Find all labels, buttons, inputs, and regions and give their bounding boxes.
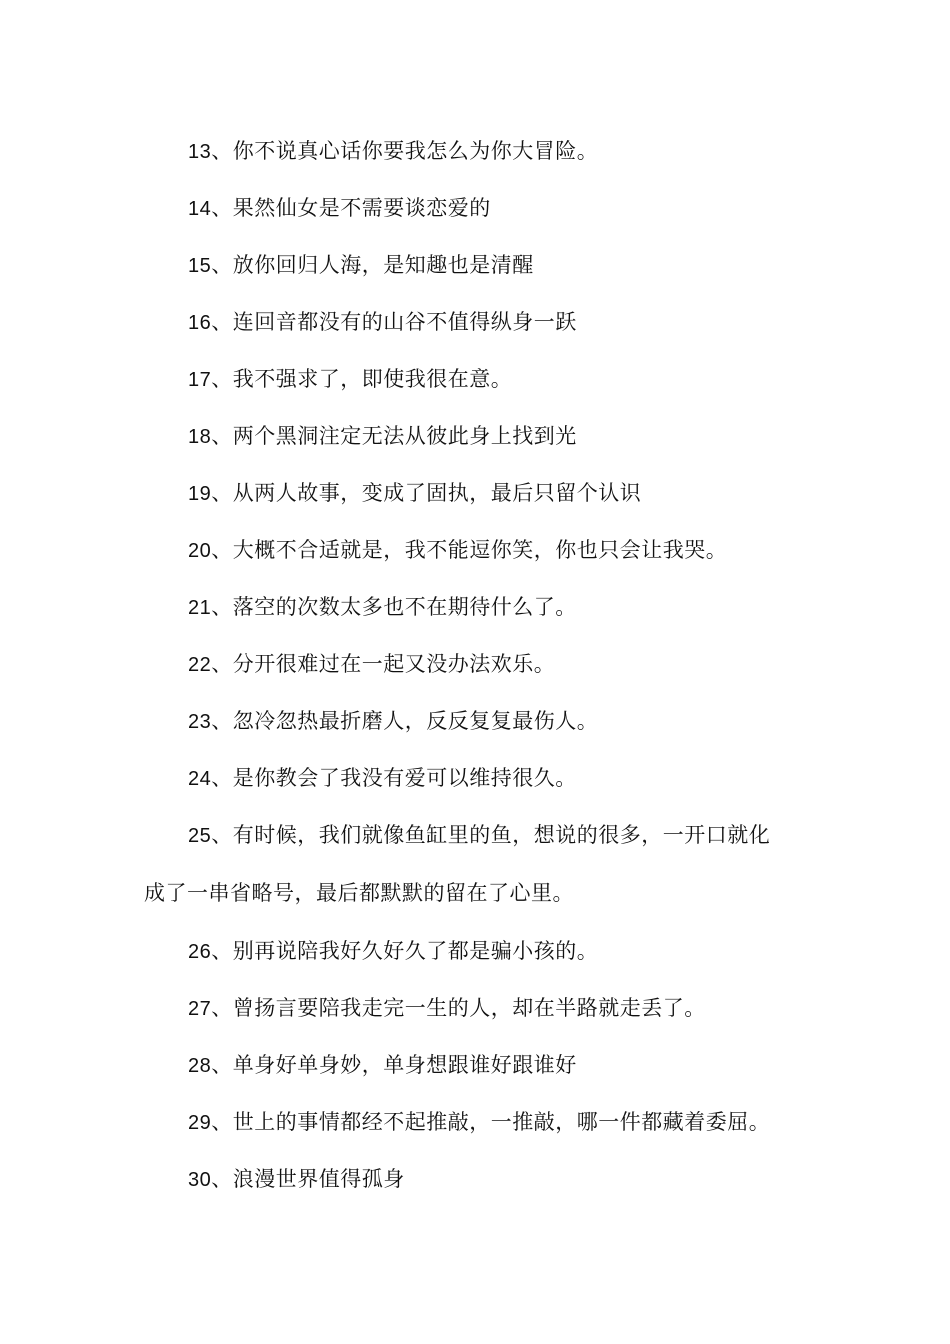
list-item <box>144 1164 858 1195</box>
item-text: 、你不说真心话你要我怎么为你大冒险。 <box>211 139 599 163</box>
item-text: 、放你回归人海，是知趣也是清醒 <box>211 253 534 277</box>
item-number: 15 <box>188 255 212 277</box>
item-text: 、从两人故事，变成了固执，最后只留个认识 <box>211 481 642 505</box>
item-number: 29 <box>188 1112 212 1134</box>
item-text: 、两个黑洞注定无法从彼此身上找到光 <box>211 424 577 448</box>
item-number: 22 <box>188 654 212 676</box>
item-number: 25 <box>188 825 212 847</box>
list-item <box>144 250 858 281</box>
list-item <box>144 592 858 623</box>
item-number: 13 <box>188 141 212 163</box>
item-number: 17 <box>188 369 212 391</box>
item-number: 16 <box>188 312 212 334</box>
list-item-continuation <box>144 878 814 908</box>
item-text: 、分开很难过在一起又没办法欢乐。 <box>211 652 556 676</box>
item-number: 14 <box>188 198 212 220</box>
item-number: 26 <box>188 941 212 963</box>
list-item <box>144 364 858 395</box>
item-number: 23 <box>188 711 212 733</box>
item-text: 、果然仙女是不需要谈恋爱的 <box>211 196 491 220</box>
item-text: 、我不强求了，即使我很在意。 <box>211 367 513 391</box>
item-text: 、曾扬言要陪我走完一生的人，却在半路就走丢了。 <box>211 996 706 1020</box>
item-text: 、别再说陪我好久好久了都是骗小孩的。 <box>211 939 599 963</box>
item-number: 21 <box>188 597 212 619</box>
item-number: 30 <box>188 1169 212 1191</box>
list-item <box>144 307 858 338</box>
list-item <box>144 1050 858 1081</box>
list-item <box>144 136 858 167</box>
item-text: 、单身好单身妙，单身想跟谁好跟谁好 <box>211 1053 577 1077</box>
item-number: 24 <box>188 768 212 790</box>
item-text: 、连回音都没有的山谷不值得纵身一跃 <box>211 310 577 334</box>
list-item <box>144 649 858 680</box>
list-item <box>144 763 858 794</box>
item-text: 、是你教会了我没有爱可以维持很久。 <box>211 766 577 790</box>
item-number: 28 <box>188 1055 212 1077</box>
item-number: 20 <box>188 540 212 562</box>
item-number: 19 <box>188 483 212 505</box>
item-number: 18 <box>188 426 212 448</box>
item-text: 、落空的次数太多也不在期待什么了。 <box>211 595 577 619</box>
list-item <box>144 478 858 509</box>
item-text: 、世上的事情都经不起推敲，一推敲，哪一件都藏着委屈。 <box>211 1110 771 1134</box>
item-number: 27 <box>188 998 212 1020</box>
list-item <box>144 421 858 452</box>
item-text: 、大概不合适就是，我不能逗你笑，你也只会让我哭。 <box>211 538 728 562</box>
list-item <box>144 535 858 566</box>
item-text: 、有时候，我们就像鱼缸里的鱼，想说的很多，一开口就化 <box>211 823 771 847</box>
list-item <box>144 706 858 737</box>
item-text: 、浪漫世界值得孤身 <box>211 1167 405 1191</box>
list-item <box>144 936 858 967</box>
list-item <box>144 993 858 1024</box>
list-item <box>144 193 858 224</box>
list-item <box>144 820 858 851</box>
item-text: 、忽冷忽热最折磨人，反反复复最伤人。 <box>211 709 599 733</box>
list-item <box>144 1107 858 1138</box>
item-text: 成了一串省略号，最后都默默的留在了心里。 <box>144 881 574 905</box>
